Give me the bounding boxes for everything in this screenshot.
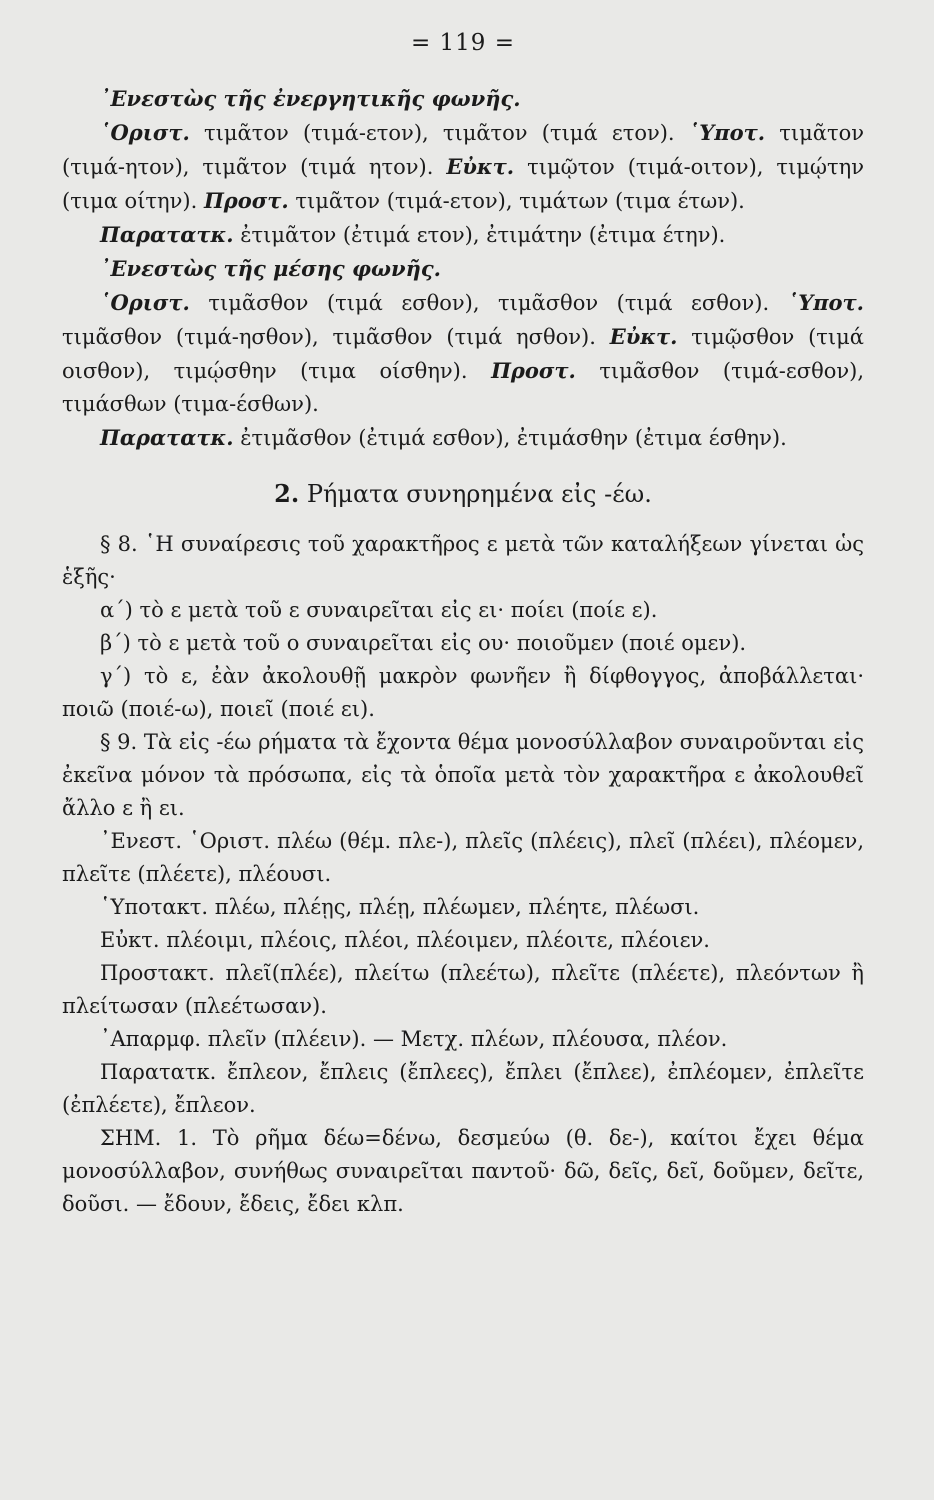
page-number: = 119 =	[410, 30, 516, 56]
rule-alpha: α΄) τὸ ε μετὰ τοῦ ε συναιρεῖται εἰς ει· ποίει (ποίε ε).	[100, 598, 658, 622]
present-indicative: ᾿Ενεστ. ῾Οριστ. πλέω (θέμ. πλε-), πλεῖς (πλέεις), πλεῖ (πλέει), πλέομεν, πλεῖτε (πλέετε), πλέουσι.	[62, 829, 864, 886]
subjunctive: ῾Υποτακτ. πλέω, πλέῃς, πλέῃ, πλέωμεν, πλέητε, πλέωσι.	[100, 895, 700, 919]
imperfect: Παρατατκ. ἔπλεον, ἔπλεις (ἔπλεες), ἔπλει (ἔπλεε), ἐπλέομεν, ἐπλεῖτε (ἐπλέετε), ἔπλεον.	[62, 1060, 864, 1117]
active-voice-imperfect: Παρατατκ. ἐτιμᾶτον (ἐτιμά ετον), ἐτιμάτην (ἐτιμα έτην).	[100, 222, 726, 247]
middle-voice-heading: ᾿Ενεστὼς τῆς μέσης φωνῆς.	[100, 256, 441, 281]
active-voice-heading: ᾿Ενεστὼς τῆς ἐνεργητικῆς φωνῆς.	[100, 86, 521, 111]
imperative: Προστακτ. πλεῖ(πλέε), πλείτω (πλεέτω), πλεῖτε (πλέετε), πλεόντων ἢ πλείτωσαν (πλεέτωσαν).	[62, 961, 864, 1018]
middle-voice-forms: ῾Οριστ. τιμᾶσθον (τιμά εσθον), τιμᾶσθον (τιμά εσθον). ῾Υποτ. τιμᾶσθον (τιμά-ησθον), τιμᾶσθον (τιμά ησθον). Εὐκτ. τιμῷσθον (τιμά οισθον), τιμῴσθην (τιμα οίσθην). Προστ. τιμᾶσθον (τιμά-εσθον), τιμάσθων (τιμα-έσθων).	[62, 290, 864, 416]
rule-beta: β΄) τὸ ε μετὰ τοῦ ο συναιρεῖται εἰς ου· ποιοῦμεν (ποιέ ομεν).	[100, 631, 747, 655]
paragraph-8: § 8. ῾Η συναίρεσις τοῦ χαρακτῆρος ε μετὰ τῶν καταλήξεων γίνεται ὡς ἑξῆς·	[62, 532, 864, 589]
section-heading: 2. Ρήματα συνηρημένα εἰς -έω.	[274, 479, 652, 508]
infinitive-participle: ᾿Απαρμφ. πλεῖν (πλέειν). — Μετχ. πλέων, πλέουσα, πλέον.	[100, 1027, 728, 1051]
paragraph-9: § 9. Τὰ εἰς -έω ρήματα τὰ ἔχοντα θέμα μονοσύλλαβον συναιροῦνται εἰς ἐκεῖνα μόνον τὰ πρόσωπα, εἰς τὰ ὁποῖα μετὰ τὸν χαρακτῆρα ε ἀκολουθεῖ ἄλλο ε ἢ ει.	[62, 730, 864, 820]
rule-gamma: γ΄) τὸ ε, ἐὰν ἀκολουθῇ μακρὸν φωνῆεν ἢ δίφθογγος, ἀποβάλλεται· ποιῶ (ποιέ-ω), ποιεῖ (ποιέ ει).	[62, 664, 864, 721]
note-1: ΣΗΜ. 1. Τὸ ρῆμα δέω=δένω, δεσμεύω (θ. δε-), καίτοι ἔχει θέμα μονοσύλλαβον, συνήθως συναιρεῖται παντοῦ· δῶ, δεῖς, δεῖ, δοῦμεν, δεῖτε, δοῦσι. — ἔδουν, ἔδεις, ἔδει κλπ.	[62, 1126, 864, 1216]
optative: Εὐκτ. πλέοιμι, πλέοις, πλέοι, πλέοιμεν, πλέοιτε, πλέοιεν.	[100, 928, 710, 952]
active-voice-forms: ῾Οριστ. τιμᾶτον (τιμά-ετον), τιμᾶτον (τιμά ετον). ῾Υποτ. τιμᾶτον (τιμά-ητον), τιμᾶτον (τιμά ητον). Εὐκτ. τιμῷτον (τιμά-οιτον), τιμῴτην (τιμα οίτην). Προστ. τιμᾶτον (τιμά-ετον), τιμάτων (τιμα έτων).	[62, 120, 865, 213]
middle-voice-imperfect: Παρατατκ. ἐτιμᾶσθον (ἐτιμά εσθον), ἐτιμάσθην (ἐτιμα έσθην).	[100, 425, 787, 450]
